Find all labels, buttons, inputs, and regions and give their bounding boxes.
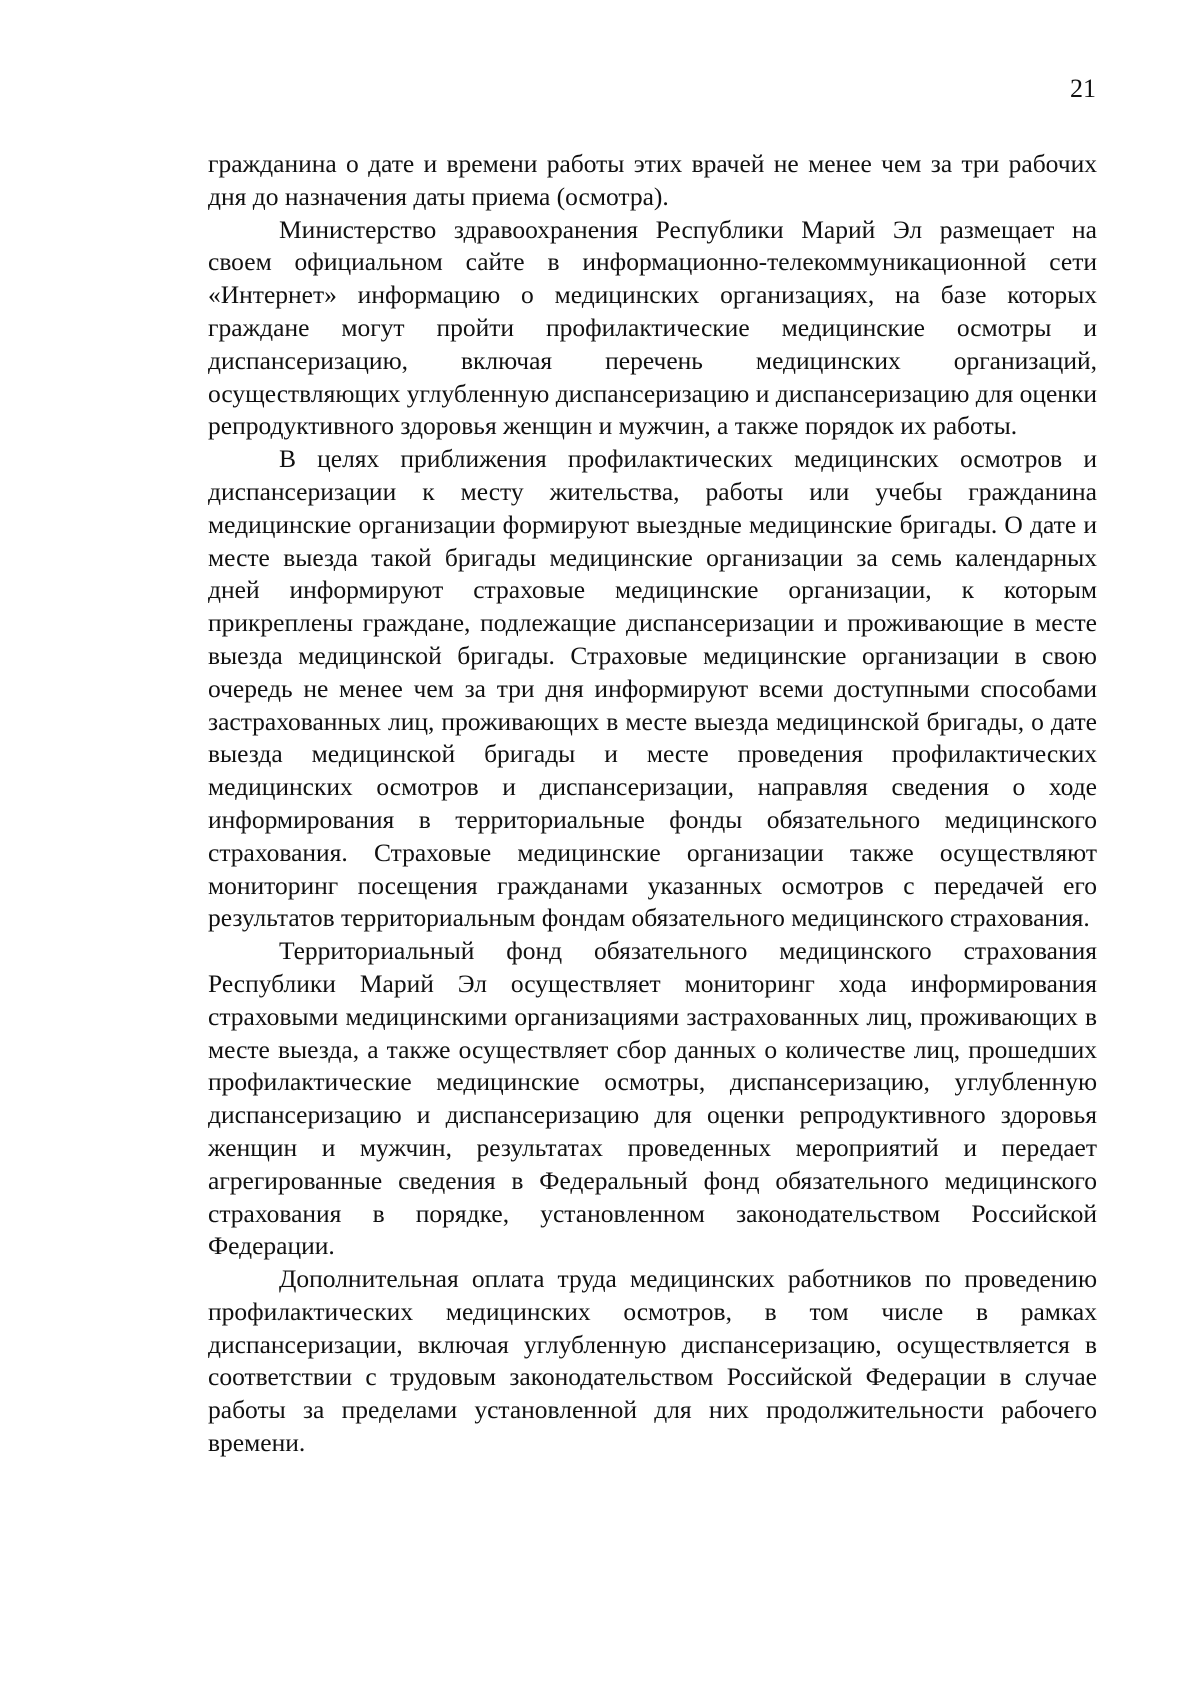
paragraph-additional-pay: Дополнительная оплата труда медицинских работников по проведению профилактических медицинских осмотров, в том числе в рамках диспансеризации, включая углубленную диспансеризацию, осуществляется в соответствии с трудовым законодательством Российской Федерации в случае работы за пределами установленной для них продолжительности рабочего времени. xyxy=(208,1264,1097,1458)
paragraph-mobile-brigades: В целях приближения профилактических медицинских осмотров и диспансеризации к месту жительства, работы или учебы гражданина медицинские организации формируют выездные медицинские бригады. О дате и месте выезда такой бригады медицинские организации за семь календарных дней информируют страховые медицинские организации, к которым прикреплены граждане, подлежащие диспансеризации и проживающие в месте выезда медицинской бригады. Страховые медицинские организации в свою очередь не менее чем за три дня информируют всеми доступными способами застрахованных лиц, проживающих в месте выезда медицинской бригады, о дате выезда медицинской бригады и месте проведения профилактических медицинских осмотров и диспансеризации, направляя сведения о ходе информирования в территориальные фонды обязательного медицинского страхования. Страховые медицинские организации также осуществляют мониторинг посещения гражданами указанных осмотров с передачей его результатов территориальным фондам обязательного медицинского страхования. xyxy=(208,444,1097,933)
paragraph-ministry-website: Министерство здравоохранения Республики Марий Эл размещает на своем официальном сайте в информационно-телекоммуникационной сети «Интернет» информацию о медицинских организациях, на базе которых граждане могут пройти профилактические медицинские осмотры и диспансеризацию, включая перечень медицинских организаций, осуществляющих углубленную диспансеризацию и диспансеризацию для оценки репродуктивного здоровья женщин и мужчин, а также порядок их работы. xyxy=(208,214,1097,441)
document-body xyxy=(208,148,1097,1460)
paragraph-continuation: гражданина о дате и времени работы этих врачей не менее чем за три рабочих дня до назначения даты приема (осмотра). xyxy=(208,149,1097,211)
page-number: 21 xyxy=(1070,74,1096,103)
paragraph-territorial-fund: Территориальный фонд обязательного медицинского страхования Республики Марий Эл осуществляет мониторинг хода информирования страховыми медицинскими организациями застрахованных лиц, проживающих в месте выезда, а также осуществляет сбор данных о количестве лиц, прошедших профилактические медицинские осмотры, диспансеризацию, углубленную диспансеризацию и диспансеризацию для оценки репродуктивного здоровья женщин и мужчин, результатах проведенных мероприятий и передает агрегированные сведения в Федеральный фонд обязательного медицинского страхования в порядке, установленном законодательством Российской Федерации. xyxy=(208,936,1097,1261)
